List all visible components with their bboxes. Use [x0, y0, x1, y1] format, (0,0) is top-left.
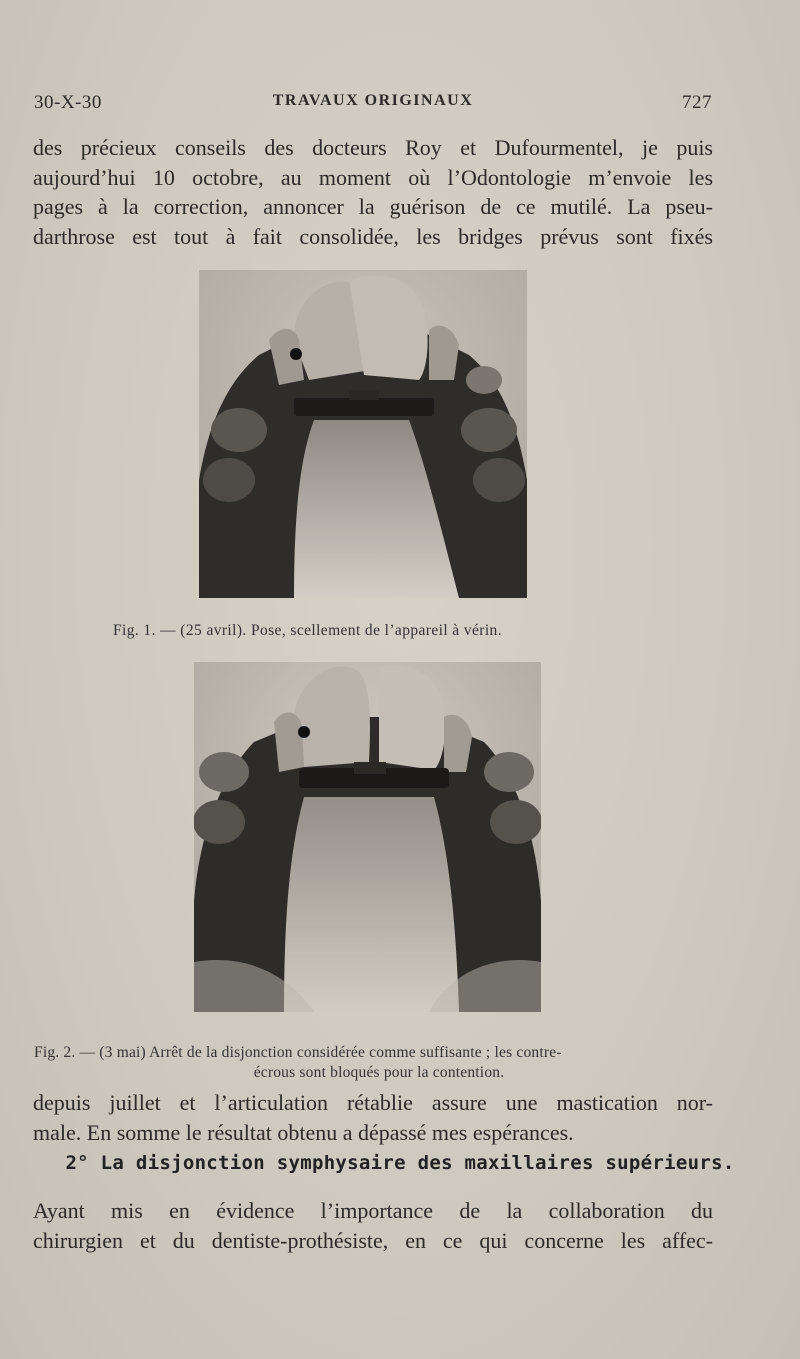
- text-line: depuis juillet et l’articulation rétablie assure une mastication nor-: [33, 1090, 713, 1115]
- section-heading: 2° La disjonction symphysaire des maxillaires supérieurs.: [65, 1152, 735, 1174]
- header-title: TRAVAUX ORIGINAUX: [272, 92, 474, 109]
- page-number: 727: [682, 92, 712, 113]
- header-date: 30-X-30: [34, 92, 102, 113]
- running-head: [34, 92, 712, 122]
- caption-line: Fig. 2. — (3 mai) Arrêt de la disjonction considérée comme suffisante ; les contre-: [34, 1044, 562, 1061]
- text-line: pages à la correction, annoncer la guérison de ce mutilé. La pseu-: [33, 194, 713, 219]
- paragraph-2: [33, 1088, 713, 1147]
- paragraph-1: [33, 133, 713, 251]
- text-line: Ayant mis en évidence l’importance de la collaboration du: [33, 1198, 713, 1223]
- figure-1-caption: Fig. 1. — (25 avril). Pose, scellement de l’appareil à vérin.: [113, 622, 502, 639]
- text-line: darthrose est tout à fait consolidée, les bridges prévus sont fixés: [33, 223, 713, 249]
- text-line: aujourd’hui 10 octobre, au moment où l’Odontologie m’envoie les: [33, 164, 713, 190]
- text-line: chirurgien et du dentiste-prothésiste, en ce qui concerne les affec-: [33, 1227, 713, 1253]
- figure-2-photo: [194, 662, 541, 1012]
- text-line: des précieux conseils des docteurs Roy et Dufourmentel, je puis: [33, 135, 713, 160]
- figure-1-photo: [199, 270, 527, 598]
- figure-2-caption: [34, 1043, 724, 1083]
- paragraph-3: [33, 1196, 713, 1255]
- caption-line: écrous sont bloqués pour la contention.: [253, 1064, 505, 1081]
- text-line: male. En somme le résultat obtenu a dépassé mes espérances.: [33, 1119, 574, 1145]
